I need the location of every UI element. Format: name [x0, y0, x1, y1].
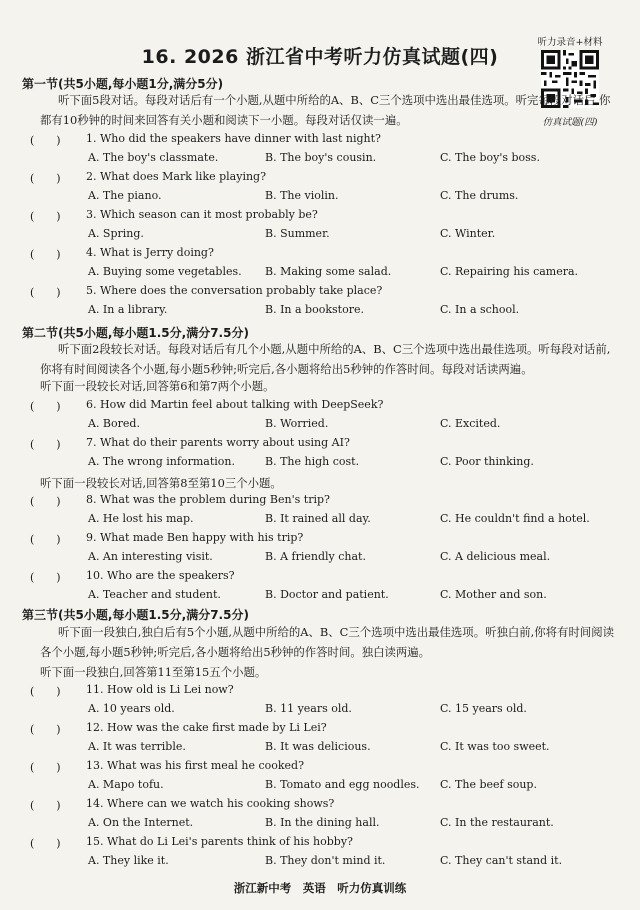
option-a: A. On the Internet. — [88, 816, 194, 829]
option-c: C. Poor thinking. — [440, 455, 534, 468]
question-stem: 10. Who are the speakers? — [86, 569, 235, 582]
question-2 — [0, 170, 640, 212]
option-a: A. The wrong information. — [88, 455, 235, 468]
option-b: B. Making some salad. — [265, 265, 392, 278]
option-b: B. Tomato and egg noodles. — [265, 778, 420, 791]
option-a: A. It was terrible. — [88, 740, 186, 753]
question-14 — [0, 797, 640, 839]
qr-top-label: 听力录音+材料 — [537, 37, 603, 48]
option-a: A. The piano. — [88, 189, 162, 202]
option-b: B. A friendly chat. — [265, 550, 366, 563]
question-6 — [0, 398, 640, 440]
question-stem: 4. What is Jerry doing? — [86, 246, 214, 259]
answer-blank[interactable]: ( ) — [30, 210, 61, 223]
question-stem: 3. Which season can it most probably be? — [86, 208, 318, 221]
question-4 — [0, 246, 640, 288]
option-b: B. Worried. — [265, 417, 329, 430]
option-c: C. Winter. — [440, 227, 496, 240]
option-c: C. The boy's boss. — [440, 151, 540, 164]
option-c: C. It was too sweet. — [440, 740, 550, 753]
question-11 — [0, 683, 640, 725]
option-a: A. Buying some vegetables. — [88, 265, 242, 278]
option-a: A. Bored. — [88, 417, 140, 430]
question-stem: 9. What made Ben happy with his trip? — [86, 531, 304, 544]
answer-blank[interactable]: ( ) — [30, 571, 61, 584]
answer-blank[interactable]: ( ) — [30, 533, 61, 546]
option-a: A. He lost his map. — [88, 512, 194, 525]
option-a: A. Spring. — [88, 227, 144, 240]
answer-blank[interactable]: ( ) — [30, 172, 61, 185]
section-2-instructions: 听下面2段较长对话。每段对话后有几个小题,从题中所给的A、B、C三个选项中选出最佳选项。听每段对话前,你将有时间阅读各个小题,每小题5秒钟;听完后,各小题将给出5秒钟的作答时间。每段对话读两遍。 — [40, 342, 611, 376]
answer-blank[interactable]: ( ) — [30, 495, 61, 508]
option-c: C. In the restaurant. — [440, 816, 554, 829]
answer-blank[interactable]: ( ) — [30, 685, 61, 698]
answer-blank[interactable]: ( ) — [30, 761, 61, 774]
option-a: A. In a library. — [88, 303, 168, 316]
answer-blank[interactable]: ( ) — [30, 248, 61, 261]
section-3-instructions: 听下面一段独白,独白后有5个小题,从题中所给的A、B、C三个选项中选出最佳选项。听独白前,你将有时间阅读各个小题,每小题5秒钟;听完后,各小题将给出5秒钟的作答时间。独白读两遍。 — [40, 625, 615, 659]
question-15 — [0, 835, 640, 877]
question-stem: 6. How did Martin feel about talking with DeepSeek? — [86, 398, 384, 411]
question-stem: 7. What do their parents worry about using AI? — [86, 436, 350, 449]
section-2-instruction-2: 听下面一段较长对话,回答第8至第10三个小题。 — [40, 476, 282, 490]
option-c: C. Repairing his camera. — [440, 265, 579, 278]
answer-blank[interactable]: ( ) — [30, 134, 61, 147]
section-2-instruction-1: 听下面一段较长对话,回答第6和第7两个小题。 — [40, 379, 275, 393]
option-c: C. Mother and son. — [440, 588, 547, 601]
option-a: A. Mapo tofu. — [88, 778, 164, 791]
question-stem: 2. What does Mark like playing? — [86, 170, 266, 183]
option-b: B. The high cost. — [265, 455, 360, 468]
question-5 — [0, 284, 640, 326]
option-a: A. They like it. — [88, 854, 169, 867]
option-c: C. In a school. — [440, 303, 520, 316]
section-1-instructions: 听下面5段对话。每段对话后有一个小题,从题中所给的A、B、C三个选项中选出最佳选项。听完每段对话后,你都有10秒钟的时间来回答有关小题和阅读下一小题。每段对话仅读一遍。 — [40, 93, 611, 127]
option-a: A. An interesting visit. — [88, 550, 213, 563]
question-7 — [0, 436, 640, 478]
answer-blank[interactable]: ( ) — [30, 837, 61, 850]
question-9 — [0, 531, 640, 573]
option-c: C. A delicious meal. — [440, 550, 551, 563]
answer-blank[interactable]: ( ) — [30, 723, 61, 736]
option-c: C. The drums. — [440, 189, 519, 202]
option-b: B. In the dining hall. — [265, 816, 380, 829]
question-3 — [0, 208, 640, 250]
question-12 — [0, 721, 640, 763]
question-stem: 11. How old is Li Lei now? — [86, 683, 234, 696]
option-b: B. They don't mind it. — [265, 854, 386, 867]
option-b: B. In a bookstore. — [265, 303, 364, 316]
option-b: B. The boy's cousin. — [265, 151, 377, 164]
section-2-heading: 第二节(共5小题,每小题1.5分,满分7.5分) — [22, 326, 249, 340]
page-title: 16. 2026 浙江省中考听力仿真试题(四) — [141, 46, 499, 68]
page-footer: 浙江新中考 英语 听力仿真训练 — [233, 881, 407, 895]
question-10 — [0, 569, 640, 611]
qr-bottom-label: 仿真试题(四) — [542, 117, 598, 128]
option-b: B. 11 years old. — [265, 702, 352, 715]
question-stem: 12. How was the cake first made by Li Lei? — [86, 721, 327, 734]
option-b: B. Summer. — [265, 227, 330, 240]
option-c: C. Excited. — [440, 417, 501, 430]
option-a: A. The boy's classmate. — [88, 151, 219, 164]
answer-blank[interactable]: ( ) — [30, 286, 61, 299]
option-c: C. 15 years old. — [440, 702, 527, 715]
question-stem: 1. Who did the speakers have dinner with last night? — [86, 132, 381, 145]
option-b: B. The violin. — [265, 189, 339, 202]
question-stem: 15. What do Li Lei's parents think of his hobby? — [86, 835, 353, 848]
question-1 — [0, 132, 640, 174]
option-a: A. Teacher and student. — [88, 588, 221, 601]
option-b: B. It rained all day. — [265, 512, 371, 525]
question-stem: 8. What was the problem during Ben's trip? — [86, 493, 330, 506]
section-3-heading: 第三节(共5小题,每小题1.5分,满分7.5分) — [22, 608, 249, 622]
question-8 — [0, 493, 640, 535]
answer-blank[interactable]: ( ) — [30, 438, 61, 451]
option-c: C. The beef soup. — [440, 778, 537, 791]
answer-blank[interactable]: ( ) — [30, 799, 61, 812]
question-stem: 14. Where can we watch his cooking shows? — [86, 797, 335, 810]
section-1-heading: 第一节(共5小题,每小题1分,满分5分) — [22, 77, 224, 91]
question-stem: 5. Where does the conversation probably take place? — [86, 284, 383, 297]
option-c: C. They can't stand it. — [440, 854, 563, 867]
answer-blank[interactable]: ( ) — [30, 400, 61, 413]
option-b: B. Doctor and patient. — [265, 588, 389, 601]
option-a: A. 10 years old. — [88, 702, 175, 715]
question-stem: 13. What was his first meal he cooked? — [86, 759, 304, 772]
section-3-instruction-1: 听下面一段独白,回答第11至第15五个小题。 — [40, 665, 267, 679]
option-b: B. It was delicious. — [265, 740, 371, 753]
option-c: C. He couldn't find a hotel. — [440, 512, 590, 525]
question-13 — [0, 759, 640, 801]
